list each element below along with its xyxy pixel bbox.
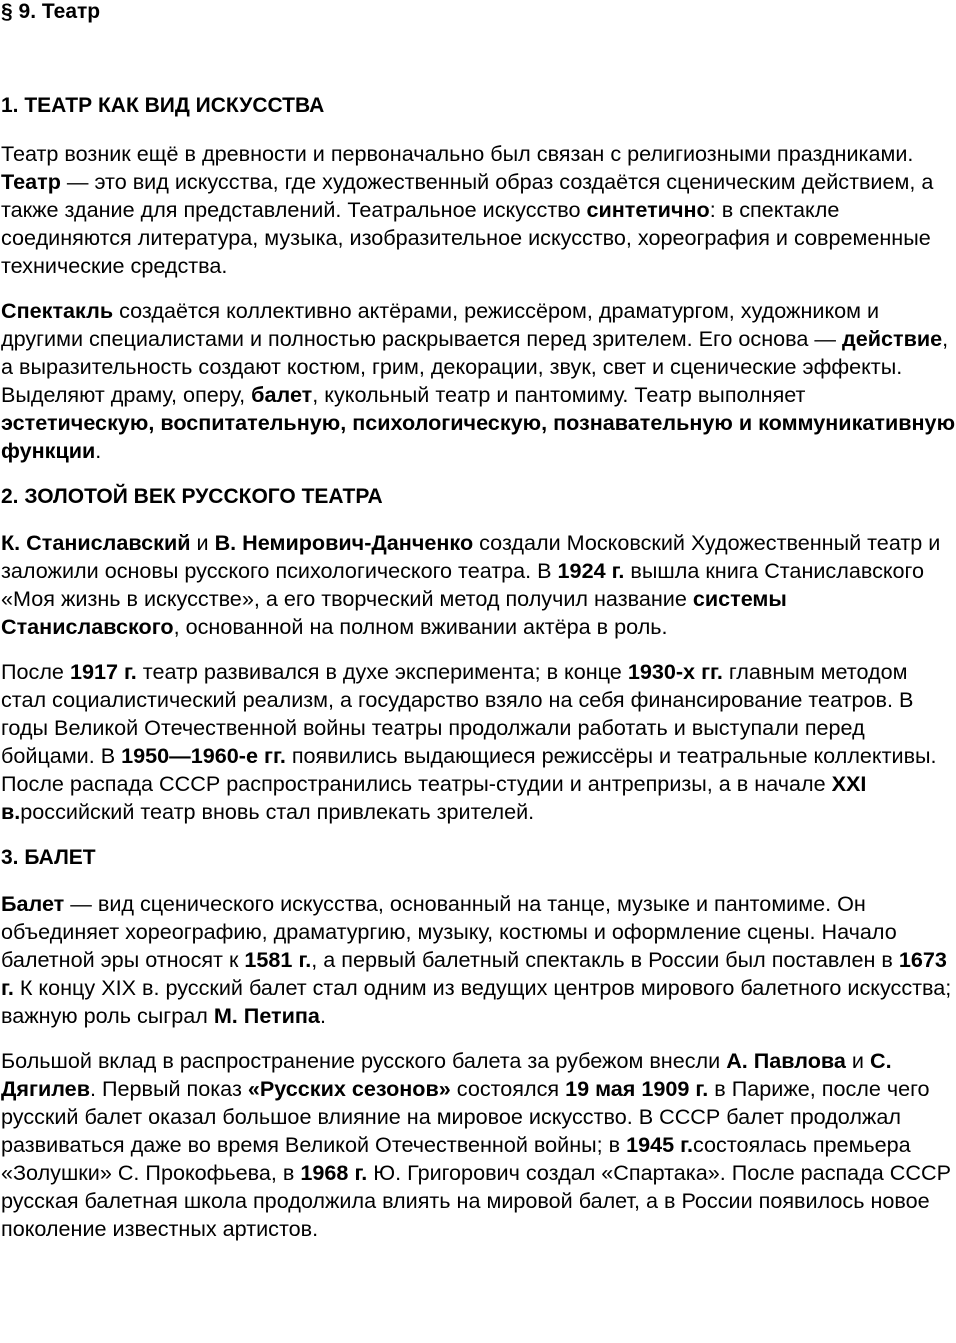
text-run: состоялась премьера «Золушки» С. Прокофьева, в <box>1 1132 911 1185</box>
bold-term: Балет <box>1 891 65 916</box>
bold-term: М. Петипа <box>213 1003 320 1028</box>
bold-term: «Русских сезонов» <box>247 1076 451 1101</box>
text-run: , а первый балетный спектакль в России был поставлен в <box>311 947 899 972</box>
bold-term: К. Станиславский <box>1 530 191 555</box>
text-run: , основанной на полном вживании актёра в роль. <box>173 614 668 639</box>
text-run: Ю. Григорович создал «Спартака». После распада СССР русская балетная школа продолжила влиять на мировой балет, а в России появилось новое поколение известных артистов. <box>1 1160 951 1241</box>
bold-term: 1945 г. <box>626 1132 693 1157</box>
bold-term: эстетическую, воспитательную, психологическую, познавательную и коммуникативную функции <box>1 410 956 463</box>
text-run: главным методом стал социалистический реализм, а государство взяло на себя финансирование театров. В годы Великой Отечественной войны театры продолжали работать и выступали перед бойцами. В <box>1 659 914 768</box>
text-run: К концу XIX в. русский балет стал одним из ведущих центров мирового балетного искусства; важную роль сыграл <box>1 975 952 1028</box>
bold-term: XXI в. <box>1 771 867 824</box>
text-run: , кукольный театр и пантомиму. Театр выполняет <box>312 382 806 407</box>
section-heading-ballet: 3. БАЛЕТ <box>1 846 96 869</box>
text-run: . <box>319 1003 326 1028</box>
text-run: , а выразительность создают костюм, грим, декорации, звук, свет и сценические эффекты. Выделяют драму, оперу, <box>1 326 949 407</box>
paragraph <box>1 140 955 280</box>
bold-term: 1924 г. <box>557 558 625 583</box>
text-run: : в спектакле соединяются литература, музыка, изобразительное искусство, хореография и современные технические средства. <box>1 197 931 278</box>
text-run: создали Московский Художественный театр и заложили основы русского психологического театра. В <box>1 530 941 583</box>
bold-term: Спектакль <box>1 298 114 323</box>
bold-term: синтетично <box>586 197 710 222</box>
bold-term: балет <box>251 382 313 407</box>
bold-term: 1581 г. <box>244 947 312 972</box>
text-run: создаётся коллективно актёрами, режиссёром, драматургом, художником и другими специалистами и полностью раскрывается перед зрителем. Его основа — <box>1 298 880 351</box>
paragraph <box>1 529 955 641</box>
document-page <box>1 0 955 1243</box>
text-run: Театр возник ещё в древности и первоначально был связан с религиозными праздниками. <box>1 141 914 166</box>
bold-term: В. Немирович-Данченко <box>214 530 474 555</box>
text-run: вышла книга Станиславского «Моя жизнь в искусстве», а его творческий метод получил название <box>1 558 924 611</box>
text-run: в Париже, после чего русский балет оказал большое влияние на мировое искусство. В СССР балет продолжал развиваться даже во время Великой Отечественной войны; в <box>1 1076 930 1157</box>
text-run: После <box>1 659 70 684</box>
text-run: и <box>845 1048 870 1073</box>
text-run: — это вид искусства, где художественный образ создаётся сценическим действием, а также здание для представлений. Театральное искусство <box>1 169 934 222</box>
section-heading-golden-age: 2. ЗОЛОТОЙ ВЕК РУССКОГО ТЕАТРА <box>1 485 383 508</box>
section-heading-theatre-as-art: 1. ТЕАТР КАК ВИД ИСКУССТВА <box>1 94 325 117</box>
bold-term: С. Дягилев <box>1 1048 892 1101</box>
paragraph <box>1 890 955 1030</box>
bold-term: системы Станиславского <box>1 586 787 639</box>
bold-term: 1917 г. <box>69 659 137 684</box>
bold-term: А. Павлова <box>726 1048 846 1073</box>
paragraph <box>1 1047 955 1243</box>
bold-term: 1930-х гг. <box>627 659 723 684</box>
text-run: — вид сценического искусства, основанный на танце, музыке и пантомиме. Он объединяет хореографию, драматургию, музыку, костюмы и оформление сцены. Начало балетной эры относят к <box>1 891 897 972</box>
paragraph <box>1 658 955 826</box>
bold-term: 1968 г. <box>300 1160 368 1185</box>
page-title: § 9. Театр <box>1 0 101 23</box>
bold-term: 1950—1960-е гг. <box>121 743 286 768</box>
bold-term: действие <box>842 326 943 351</box>
text-run: . <box>95 438 102 463</box>
text-run: и <box>190 530 215 555</box>
bold-term: Театр <box>1 169 61 194</box>
text-run: Большой вклад в распространение русского балета за рубежом внесли <box>1 1048 727 1073</box>
text-run: состоялся <box>450 1076 566 1101</box>
bold-term: 19 мая 1909 г. <box>565 1076 709 1101</box>
text-run: появились выдающиеся режиссёры и театральные коллективы. После распада СССР распространились театры-студии и антрепризы, а в начале <box>1 743 937 796</box>
text-run: . Первый показ <box>89 1076 248 1101</box>
bold-term: 1673 г. <box>1 947 947 1000</box>
text-run: театр развивался в духе эксперимента; в конце <box>136 659 628 684</box>
text-run: российский театр вновь стал привлекать зрителей. <box>20 799 535 824</box>
paragraph <box>1 297 955 465</box>
